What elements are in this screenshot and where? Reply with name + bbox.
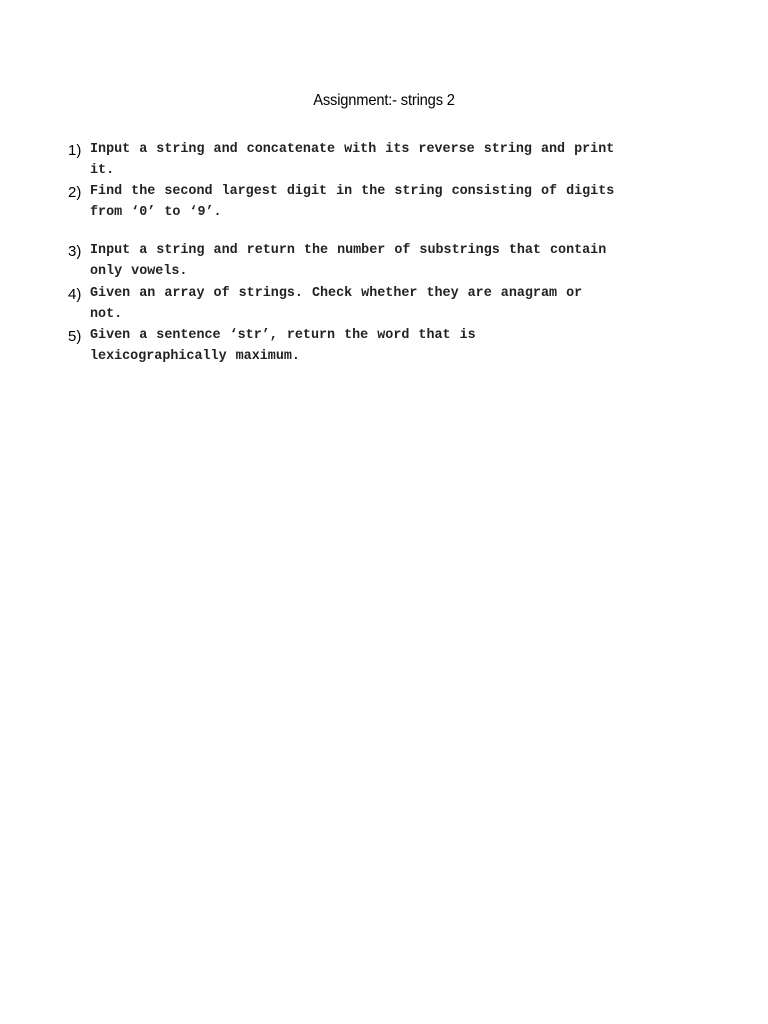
item-line: not. bbox=[90, 306, 123, 322]
item-line: from ‘0’ to ‘9’. bbox=[90, 204, 222, 220]
item-text bbox=[90, 241, 690, 282]
item-line: Given an array of strings. Check whether they are anagram or bbox=[90, 286, 583, 301]
item-number: 1) bbox=[68, 142, 82, 159]
item-line: Given a sentence ‘str’, return the word that is bbox=[90, 328, 476, 343]
item-line: Input a string and concatenate with its reverse string and print bbox=[90, 142, 615, 157]
item-number: 2) bbox=[68, 184, 82, 201]
item-number: 3) bbox=[68, 243, 82, 260]
item-text bbox=[90, 284, 690, 325]
item-line: Input a string and return the number of substrings that contain bbox=[90, 243, 607, 258]
item-text bbox=[90, 182, 690, 223]
item-line: lexicographically maximum. bbox=[90, 348, 300, 364]
item-line: only vowels. bbox=[90, 263, 188, 279]
page-title: Assignment:- strings 2 bbox=[313, 92, 455, 109]
item-number: 4) bbox=[68, 286, 82, 303]
item-text bbox=[90, 326, 690, 367]
item-line: Find the second largest digit in the string consisting of digits bbox=[90, 184, 615, 199]
item-number: 5) bbox=[68, 328, 82, 345]
item-line: it. bbox=[90, 162, 115, 178]
item-text bbox=[90, 140, 690, 181]
